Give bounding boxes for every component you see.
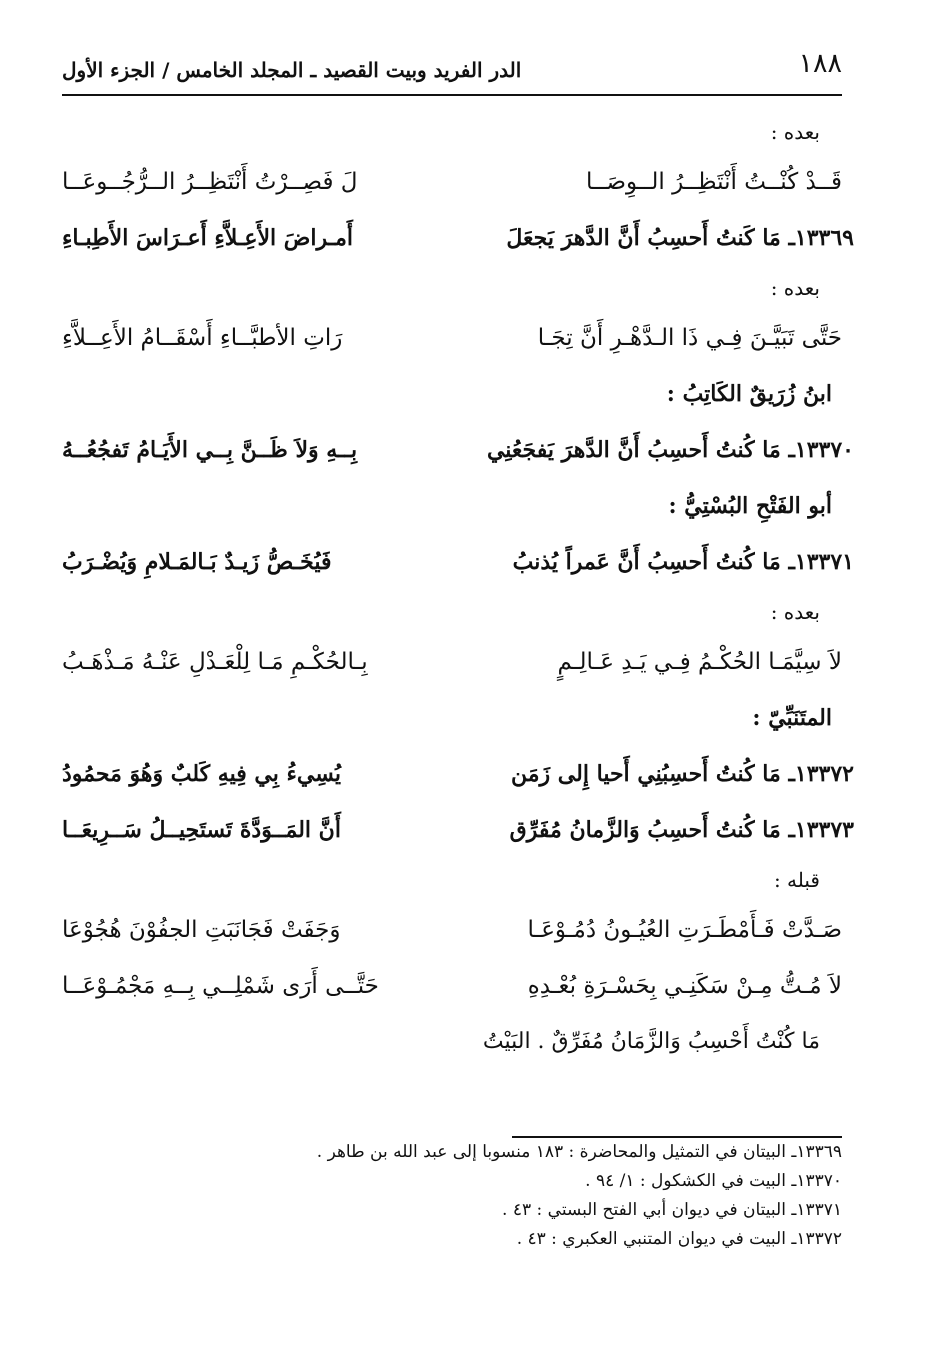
verse-second-hemistich: بِـالحُكْـمِ مَـا لِلْعَـدْلِ عَنْـهُ مَـذْهَـبُ [62, 649, 368, 675]
footnotes [62, 1136, 842, 1254]
numbered-verse-13372 [62, 746, 854, 802]
verse [62, 154, 842, 210]
footnote: ١٣٣٧١ـ البيتان في ديوان أبي الفتح البستي : ٤٣ . [502, 1200, 842, 1220]
section-label: بعده : [770, 600, 820, 624]
section-label: بعده : [770, 276, 820, 300]
verse-first-hemistich: ١٣٣٧٢ـ مَا كُنتُ أَحسِبُنِي أَحيا إِلى زَمَن [510, 761, 854, 787]
verse-first-hemistich: ١٣٣٧٠ـ مَا كُنتُ أَحسِبُ أَنَّ الدَّهرَ يَفجَعُنِي [486, 437, 854, 463]
footnote: ١٣٣٦٩ـ البيتان في التمثيل والمحاضرة : ١٨٣ منسوبا إلى عبد الله بن طاهر . [316, 1142, 842, 1162]
verse-second-hemistich: لَ فَصِــرْتُ أَنْتَظِــرُ الــرُّجُــوعَــا [62, 169, 358, 195]
header-rule [62, 94, 842, 96]
verse [62, 902, 842, 958]
footnote: ١٣٣٧٢ـ البيت في ديوان المتنبي العكبري : ٤٣ . [516, 1229, 842, 1249]
section-label: بعده : [770, 120, 820, 144]
verse-second-hemistich: رَاتِ الأطبَّــاءِ أَسْقَــامُ الأَعِــلاَّءِ [62, 325, 343, 351]
poet-heading: ابنُ زُرَيقٌ الكَاتِبُ : [666, 381, 832, 407]
poet-heading: المتَنَبِّيّ : [752, 705, 832, 731]
numbered-verse-13373 [62, 802, 854, 858]
numbered-verse-13370 [62, 422, 854, 478]
verse-first-hemistich: حَتَّى تَبَيَّـنَ فِـي ذَا الـدَّهْـرِ أَنَّ تِجَـا [537, 325, 842, 351]
verse-first-hemistich: ١٣٣٧٣ـ مَا كُنتُ أَحسِبُ وَالزَّمانُ مُفَرِّق [509, 817, 854, 843]
quoted-hemistich: مَا كُنْتُ أَحْسِبُ وَالزَّمَانُ مُفَرِّقٌ . البَيْتُ [482, 1029, 820, 1054]
verse-second-hemistich: أَمـراضَ الأَعِـلاَّءِ أَعـرَاسَ الأَطِبـاءِ [62, 225, 353, 251]
verse-second-hemistich: وَجَفَتْ فَجَانَبَتِ الجفُوْنَ هُجُوْعَا [62, 917, 341, 943]
page-number: ١٨٨ [798, 48, 842, 79]
verse-first-hemistich: لاَ سِيَّمَـا الحُكْـمُ فِـي يَـدِ عَـالِـمٍ [557, 649, 842, 675]
poet-heading: أبو الفَتْحِ البُسْتِيُّ : [668, 493, 832, 519]
verse-second-hemistich: يُسِيءُ بِي فِيهِ كَلبٌ وَهُوَ مَحمُودُ [62, 761, 341, 787]
verse-first-hemistich: صَـدَّتْ فَـأَمْطَـرَتِ العُيُـونُ دُمُـوْعَـا [527, 917, 842, 943]
section-label: قبله : [773, 868, 820, 892]
numbered-verse-13369 [62, 210, 854, 266]
numbered-verse-13371 [62, 534, 854, 590]
verse-first-hemistich: قَــدْ كُنْــتُ أَنْتَظِــرُ الــوِصَــا [586, 169, 842, 195]
page-header [62, 44, 842, 96]
verse-first-hemistich: ١٣٣٧١ـ مَا كُنتُ أَحسِبُ أَنَّ عَمراً يُذنبُ [512, 549, 854, 575]
poetry-body [62, 110, 854, 1070]
running-title: الدر الفريد وبيت القصيد ـ المجلد الخامس / الجزء الأول [62, 58, 522, 82]
verse-second-hemistich: فَيُخَـصُّ زَيـدٌ بَـالمَـلامِ وَيُضْـرَبُ [62, 549, 332, 575]
verse [62, 310, 842, 366]
verse-first-hemistich: ١٣٣٦٩ـ مَا كَنتُ أَحسِبُ أَنَّ الدَّهرَ يَجعَلَ [506, 225, 854, 251]
verse [62, 958, 842, 1014]
verse-first-hemistich: لاَ مُـتُّ مِـنْ سَكَنِـي بِحَسْـرَةِ بُعْـدِهِ [527, 973, 842, 999]
footnote: ١٣٣٧٠ـ البيت في الكشكول : ١/ ٩٤ . [585, 1171, 842, 1191]
verse [62, 634, 842, 690]
verse-second-hemistich: حَتَّــى أَرَى شَمْلِــي بِــهِ مَجْمُـوْعَــا [62, 973, 379, 999]
verse-second-hemistich: بِــهِ وَلاَ ظَــنَّ بِــي الأَيَـامُ تَفجُعُــهُ [62, 437, 358, 463]
verse-second-hemistich: أَنَّ المَــوَدَّةَ تَستَحِيــلُ سَــرِيعَــا [62, 817, 341, 843]
